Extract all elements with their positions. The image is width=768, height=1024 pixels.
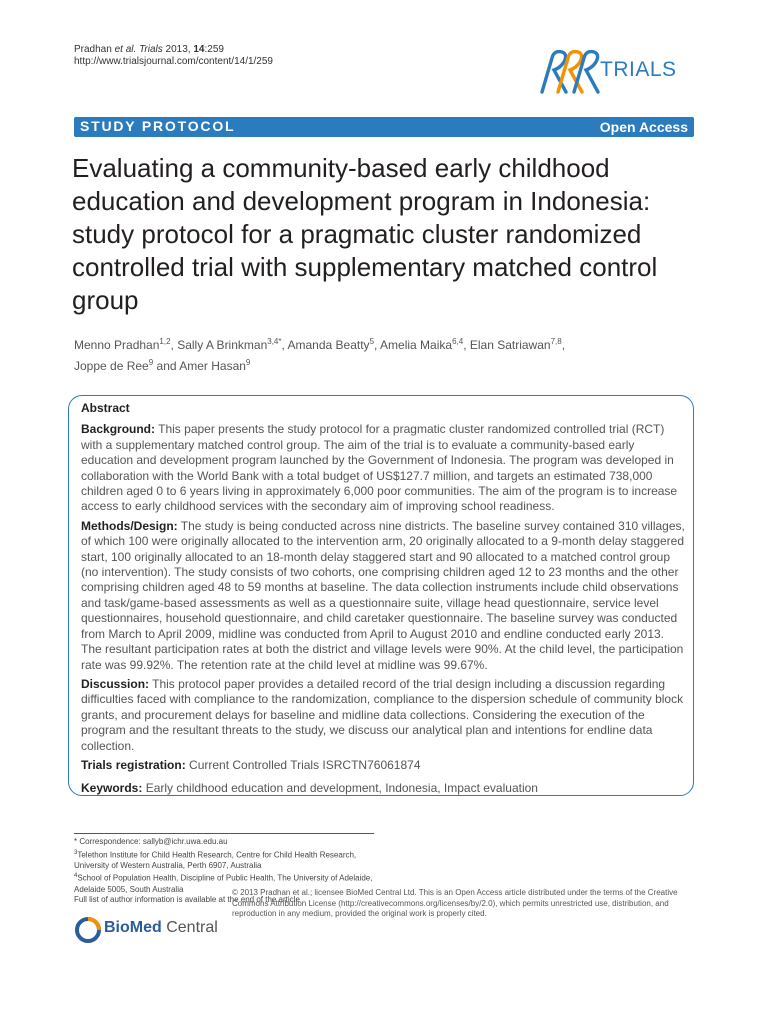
- author-affiliation-marker: 9: [245, 358, 251, 367]
- license-statement: © 2013 Pradhan et al.; licensee BioMed Central Ltd. This is an Open Access article distributed under the terms of the Creative Commons Attribution License (http://creativecommons.org/licenses/by/2.0), which permits unrestricted use, distribution, and reproduction in any medium, provided the original work is properly cited.: [232, 888, 678, 919]
- affiliation-3-text: Telethon Institute for Child Health Research, Centre for Child Health Research, University of Western Australia, Perth 6907, Australia: [74, 850, 357, 870]
- affiliation-4-marker: 4: [74, 873, 78, 880]
- citation-volume: 14: [193, 44, 205, 55]
- trials-logo-text: TRIALS: [600, 58, 677, 81]
- author-name: Amelia Maika: [380, 338, 453, 352]
- discussion-text: This protocol paper provides a detailed record of the trial design including a discussion regarding difficulties faced with compliance to the randomization, compliance to the dispersion schedule of community block grants, and procurement delays for baseline and midline data collections. Considering the execution of the program and the resultant threats to the study, we discuss our analytical plan and intentions for endline data collection.: [81, 676, 684, 753]
- author-affiliation-marker: 7,8: [550, 337, 562, 346]
- abstract-methods: [81, 519, 687, 673]
- methods-label: Methods/Design:: [81, 518, 178, 533]
- full-author-info-note: Full list of author information is available at the end of the article: [74, 895, 300, 905]
- biomed-central-logo: [74, 913, 234, 953]
- affiliation-4-text: School of Population Health, Discipline of Public Health, The University of Adelaide, Adelaide 5005, South Australia: [74, 874, 373, 894]
- author-affiliation-marker: 9: [148, 358, 154, 367]
- author-name: Elan Satriawan: [469, 338, 551, 352]
- article-type-label: STUDY PROTOCOL: [80, 118, 236, 134]
- author-separator: and: [153, 359, 180, 373]
- author-affiliation-marker: 6,4: [452, 337, 464, 346]
- background-label: Background:: [81, 422, 156, 437]
- author-name: Joppe de Ree: [74, 359, 149, 373]
- citation-etal: et al.: [114, 44, 137, 55]
- footnote-divider: [74, 833, 374, 834]
- biomed-central-icon: [74, 915, 102, 945]
- abstract: [81, 401, 687, 801]
- author-name: Amanda Beatty: [287, 338, 370, 352]
- author-name: Amer Hasan: [179, 359, 246, 373]
- article-title: Evaluating a community-based early childhood education and development program in Indonesia: study protocol for a pragmatic cluster randomized controlled trial with supplementary matched control group: [72, 153, 658, 315]
- keywords-label: Keywords:: [81, 781, 143, 796]
- biomed-wordmark-light: Central: [161, 919, 218, 936]
- registration-text: Current Controlled Trials ISRCTN76061874: [189, 757, 421, 772]
- affiliation-3: [74, 848, 384, 872]
- author-separator: ,: [170, 338, 178, 352]
- author-affiliation-marker: 1,2: [159, 337, 171, 346]
- citation-year: 2013,: [165, 44, 191, 55]
- author-separator: ,: [463, 338, 470, 352]
- abstract-heading: Abstract: [81, 401, 130, 415]
- discussion-label: Discussion:: [81, 676, 150, 691]
- citation-authors: Pradhan: [74, 44, 112, 55]
- author-name: Sally A Brinkman: [177, 338, 268, 352]
- citation-header: [74, 44, 273, 68]
- abstract-discussion: [81, 677, 687, 754]
- article-type-banner: [74, 117, 694, 137]
- keywords-text: Early childhood education and development, Indonesia, Impact evaluation: [145, 781, 538, 796]
- abstract-background: [81, 422, 687, 514]
- correspondence: * Correspondence: sallyb@ichr.uwa.edu.au: [74, 837, 228, 846]
- author-separator: ,: [281, 338, 288, 352]
- methods-text: The study is being conducted across nine districts. The baseline survey contained 310 villages, of which 100 were originally allocated to the intervention arm, 20 originally allocated to a 9-month delay staggered start, 100 originally allocated to an 18-month delay staggered start and 90 allocated to a matched control group (no intervention). The study consists of two cohorts, one comprising children aged 12 to 23 months and the other comprising children aged 48 to 59 months at baseline. The data collection instruments include child observations and task/game-based assessments as well as a questionnaire suite, village head questionnaire, service level questionnaires, household questionnaire, and child caretaker questionnaire. The baseline survey was conducted from March to April 2009, midline was conducted from April to August 2010 and endline conducted early 2013. The resultant participation rates at both the district and village levels were 90%. At the child level, the participation rate was 99.92%. The retention rate at the child level at midline was 99.67%.: [81, 518, 685, 672]
- background-text: This paper presents the study protocol for a pragmatic cluster randomized controlled trial (RCT) with a supplementary matched control group. The aim of the trial is to evaluate a community-based early education and development program launched by the Government of Indonesia. The program was developed in collaboration with the World Bank with a total budget of US$127.7 million, and targets an estimated 738,000 children aged 0 to 6 years living in approximately 6,000 poor communities. The aim of the program is to increase access to early childhood services with the secondary aim of improving school readiness.: [81, 422, 678, 514]
- author-list: [74, 333, 694, 375]
- open-access-label: Open Access: [599, 119, 688, 135]
- affiliation-3-marker: 3: [74, 849, 78, 856]
- citation-url[interactable]: http://www.trialsjournal.com/content/14/1/259: [74, 56, 273, 67]
- abstract-keywords: [81, 781, 687, 796]
- abstract-registration: [81, 758, 687, 773]
- author-name: Menno Pradhan: [74, 338, 160, 352]
- author-affiliation-marker: 5: [369, 337, 375, 346]
- author-affiliation-marker: 3,4*: [267, 337, 282, 346]
- biomed-central-wordmark: [104, 919, 218, 937]
- author-separator: ,: [561, 338, 566, 352]
- trials-logo: [538, 44, 698, 96]
- registration-label: Trials registration:: [81, 757, 186, 772]
- trials-logo-icon: [538, 44, 600, 96]
- author-separator: ,: [374, 338, 381, 352]
- biomed-wordmark-bold: BioMed: [104, 919, 162, 936]
- citation-journal: Trials: [139, 44, 163, 55]
- citation-article: :259: [204, 44, 224, 55]
